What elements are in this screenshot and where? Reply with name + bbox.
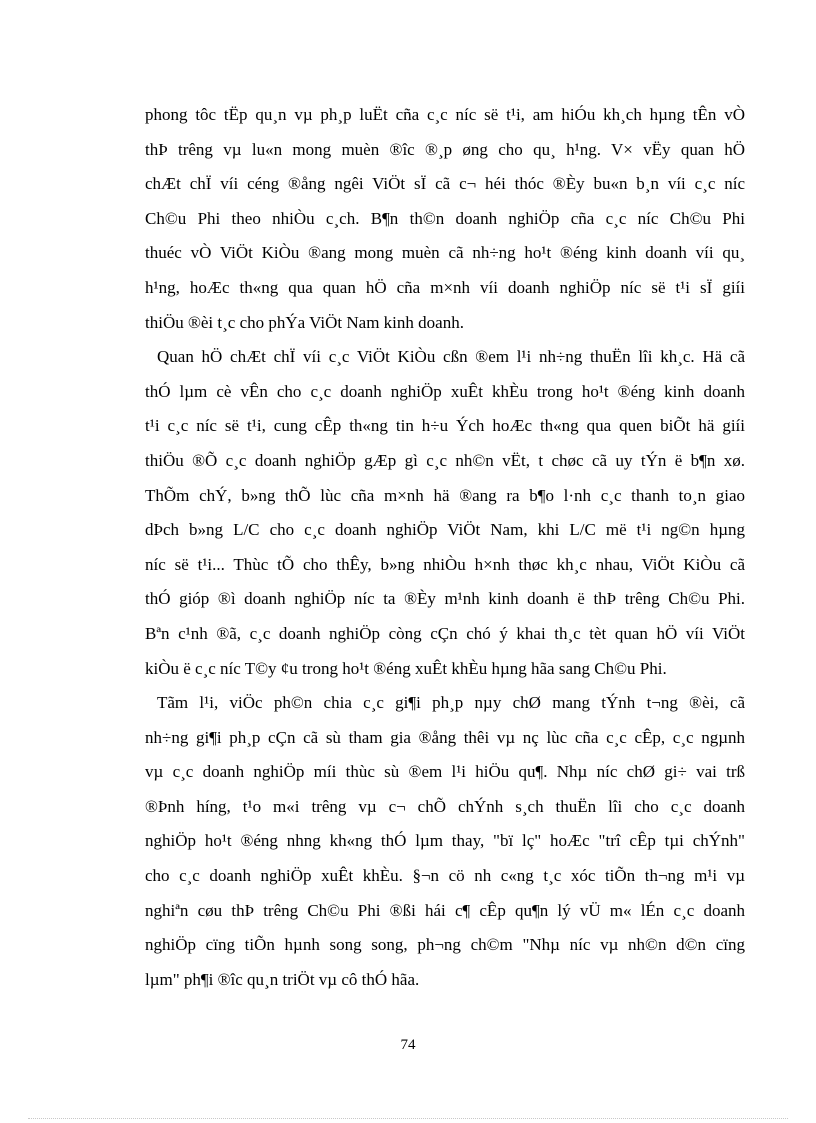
paragraph-3-line-2: nh÷ng gi¶i ph¸p cÇn cã sù tham gia ®ång thêi vµ nç lùc cña c¸c cÊp, c¸c ngµnh [145,727,745,747]
page-number: 74 [400,1037,416,1053]
paragraph-2-line-8: thÓ gióp ®ì doanh nghiÖp níc ta ®Èy m¹nh kinh doanh ë thÞ trêng Ch©u Phi. [145,589,745,609]
paragraph-2-line-3: t¹i c¸c níc së t¹i, cung cÊp th«ng tin h÷u Ých hoÆc th«ng qua quen biÕt hä giíi [145,416,745,436]
paragraph-2-line-9: Bªn c¹nh ®ã, c¸c doanh nghiÖp còng cÇn chó ý khai th¸c tèt quan hÖ víi ViÖt [145,623,745,643]
paragraph-2-line-1: Quan hÖ chÆt chÏ víi c¸c ViÖt KiÒu cßn ®em l¹i nh÷ng thuËn lîi kh¸c. Hä cã [157,347,745,367]
paragraph-1-line-7: thiÖu ®èi t¸c cho phÝa ViÖt Nam kinh doanh. [145,312,464,332]
paragraph-1-line-3: chÆt chÏ víi céng ®ång ngêi ViÖt sÏ cã c¬ héi thóc ®Èy bu«n b¸n víi c¸c níc [145,174,745,194]
paragraph-2-line-6: dÞch b»ng L/C cho c¸c doanh nghiÖp ViÖt Nam, khi L/C më t¹i ng©n hµng [145,520,745,540]
paragraph-3-line-8: nghiÖp cïng tiÕn hµnh song song, ph¬ng ch©m "Nhµ níc vµ nh©n d©n cïng [145,935,745,955]
paragraph-3-line-4: ®Þnh híng, t¹o m«i trêng vµ c¬ chÕ chÝnh s¸ch thuËn lîi cho c¸c doanh [145,796,745,816]
paragraph-3-line-1: Tãm l¹i, viÖc ph©n chia c¸c gi¶i ph¸p nµy chØ mang tÝnh t¬ng ®èi, cã [157,693,745,713]
paragraph-3-line-7: nghiªn cøu thÞ trêng Ch©u Phi ®ßi hái c¶ cÊp qu¶n lý vÜ m« lÉn c¸c doanh [145,900,745,920]
paragraph-3-line-3: vµ c¸c doanh nghiÖp míi thùc sù ®em l¹i hiÖu qu¶. Nhµ níc chØ gi÷ vai trß [145,762,745,782]
paragraph-2-line-5: ThÕm chÝ, b»ng thÕ lùc cña m×nh hä ®ang ra b¶o l·nh c¸c thanh to¸n giao [145,485,745,505]
paragraph-2-line-2: thÓ lµm cè vÊn cho c¸c doanh nghiÖp xuÊt khÈu trong ho¹t ®éng kinh doanh [145,381,745,401]
paragraph-1-line-6: h¹ng, hoÆc th«ng qua quan hÖ cña m×nh víi doanh nghiÖp níc së t¹i sÏ giíi [145,277,745,297]
page-bottom-divider [28,1118,788,1119]
paragraph-1-line-5: thuéc vÒ ViÖt KiÒu ®ang mong muèn cã nh÷ng ho¹t ®éng kinh doanh víi qu¸ [145,243,745,263]
paragraph-2-line-4: thiÖu ®Õ c¸c doanh nghiÖp gÆp gì c¸c nh©n vËt, t chøc cã uy tÝn ë b¶n xø. [145,450,745,470]
paragraph-1-line-2: thÞ trêng vµ lu«n mong muèn ®îc ®¸p øng cho qu¸ h¹ng. V× vËy quan hÖ [145,139,745,159]
paragraph-2-line-10: kiÒu ë c¸c níc T©y ¢u trong ho¹t ®éng xuÊt khÈu hµng hãa sang Ch©u Phi. [145,658,667,678]
paragraph-1-line-1: phong tôc tËp qu¸n vµ ph¸p luËt cña c¸c níc së t¹i, am hiÓu kh¸ch hµng tÊn vÒ [145,105,745,124]
paragraph-3-line-5: nghiÖp ho¹t ®éng nhng kh«ng thÓ lµm thay, "bï lç" hoÆc "trî cÊp tµi chÝnh" [145,831,745,851]
paragraph-3-line-6: cho c¸c doanh nghiÖp xuÊt khÈu. §¬n cö nh c«ng t¸c xóc tiÕn th¬ng m¹i vµ [145,866,745,886]
body-text [145,98,745,997]
paragraph-2-line-7: níc së t¹i... Thùc tÕ cho thÊy, b»ng nhiÒu h×nh thøc kh¸c nhau, ViÖt KiÒu cã [145,554,745,574]
paragraph-3-line-9: lµm" ph¶i ®îc qu¸n triÖt vµ cô thÓ hãa. [145,969,420,989]
paragraph-1-line-4: Ch©u Phi theo nhiÒu c¸ch. B¶n th©n doanh nghiÖp cña c¸c níc Ch©u Phi [145,208,745,228]
